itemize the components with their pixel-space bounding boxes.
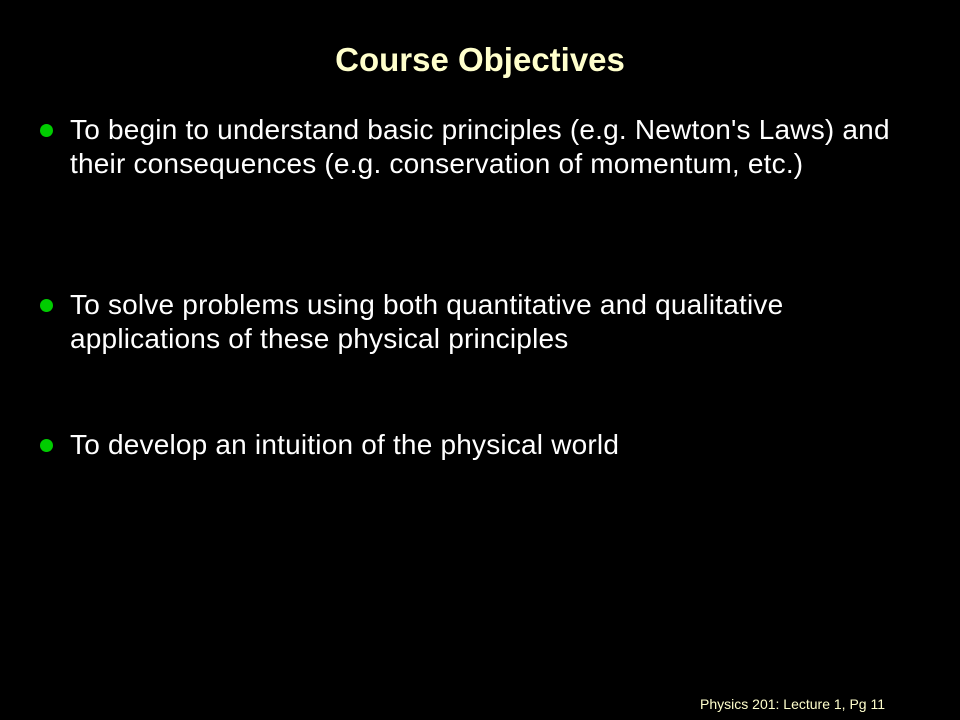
green-dot-icon [40, 439, 53, 452]
bullet-text: To develop an intuition of the physical world [70, 429, 620, 460]
bullet-text: To begin to understand basic principles (e.g. Newton's Laws) and their consequences (e.g. conservation of momentum, etc.) [70, 114, 890, 179]
bullet-text: To solve problems using both quantitative and qualitative applications of these physical principles [70, 289, 784, 354]
green-dot-icon [40, 299, 53, 312]
green-dot-icon [40, 124, 53, 137]
slide-title: Course Objectives [335, 41, 625, 78]
slide-footer: Physics 201: Lecture 1, Pg 11 [700, 696, 885, 712]
